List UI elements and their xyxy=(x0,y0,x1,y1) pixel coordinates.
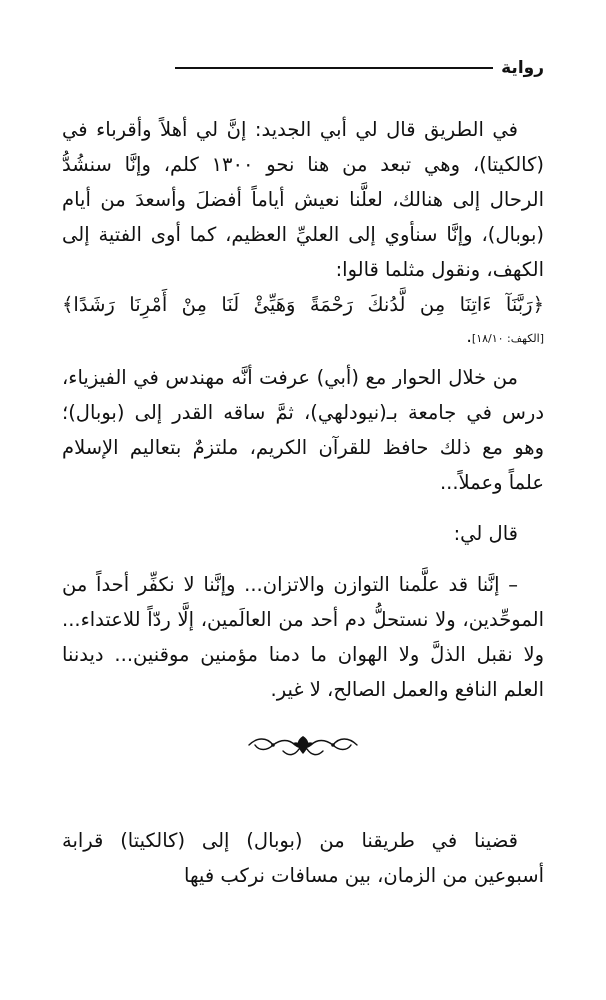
quran-reference xyxy=(62,326,544,350)
paragraph-5: قضينا في طريقنا من (بوبال) إلى (كالكيتا) قرابة أسبوعين من الزمان، بين مسافات نركب فيها xyxy=(62,829,544,887)
paragraph-3: قال لي: xyxy=(453,522,518,545)
quran-verse: ﴿رَبَّنَآ ءَاتِنَا مِن لَّدُنكَ رَحْمَةً وَهَيِّئْ لَنَا مِنْ أَمْرِنَا رَشَدًا﴾ xyxy=(62,293,544,316)
running-header xyxy=(62,56,544,80)
header-rule xyxy=(175,67,493,69)
spacer xyxy=(62,783,544,823)
spacer xyxy=(62,500,544,516)
quran-reference-period: . xyxy=(466,326,472,347)
paragraph-4: – إنَّنا قد علَّمنا التوازن والاتزان... وإنَّنا لا نكفِّر أحداً من الموحِّدين، ولا نستحلُّ دم أحد من العالَمين، إلَّا ردّاً للاعتداء... ولا نقبل الذلَّ ولا الهوان ما دمنا مؤمنين موقنين... ديدننا العلم النافع والعمل الصالح، لا غير. xyxy=(62,573,544,701)
paragraph-1: في الطريق قال لي أبي الجديد: إنَّ لي أهلاً وأقرباء في (كالكيتا)، وهي تبعد من هنا نحو ١٣٠٠ كلم، وإنَّا سنشُدُّ الرحال إلى هنالك، لعلَّنا نعيش أياماً أفضلَ وأسعدَ من أيام (بوبال)، وإنَّا سنأوي إلى العليِّ العظيم، كما أوى الفتية إلى الكهف، ونقول مثلما قالوا: xyxy=(62,118,544,281)
page-body xyxy=(62,112,544,893)
header-title: رواية xyxy=(501,58,544,78)
book-page xyxy=(62,0,544,1000)
spacer xyxy=(62,350,544,360)
spacer xyxy=(62,551,544,567)
section-divider xyxy=(62,725,544,765)
paragraph-2: من خلال الحوار مع (أبي) عرفت أنَّه مهندس في الفيزياء، درس في جامعة بـ(نيودلهي)، ثمَّ ساقه القدر إلى (بوبال)؛ وهو مع ذلك حافظ للقرآن الكريم، ملتزمٌ بتعاليم الإسلام علماً وعملاً... xyxy=(62,366,544,494)
floral-ornament-icon xyxy=(243,725,363,765)
quran-reference-text: [الكهف: ١٨/١٠] xyxy=(471,332,544,345)
